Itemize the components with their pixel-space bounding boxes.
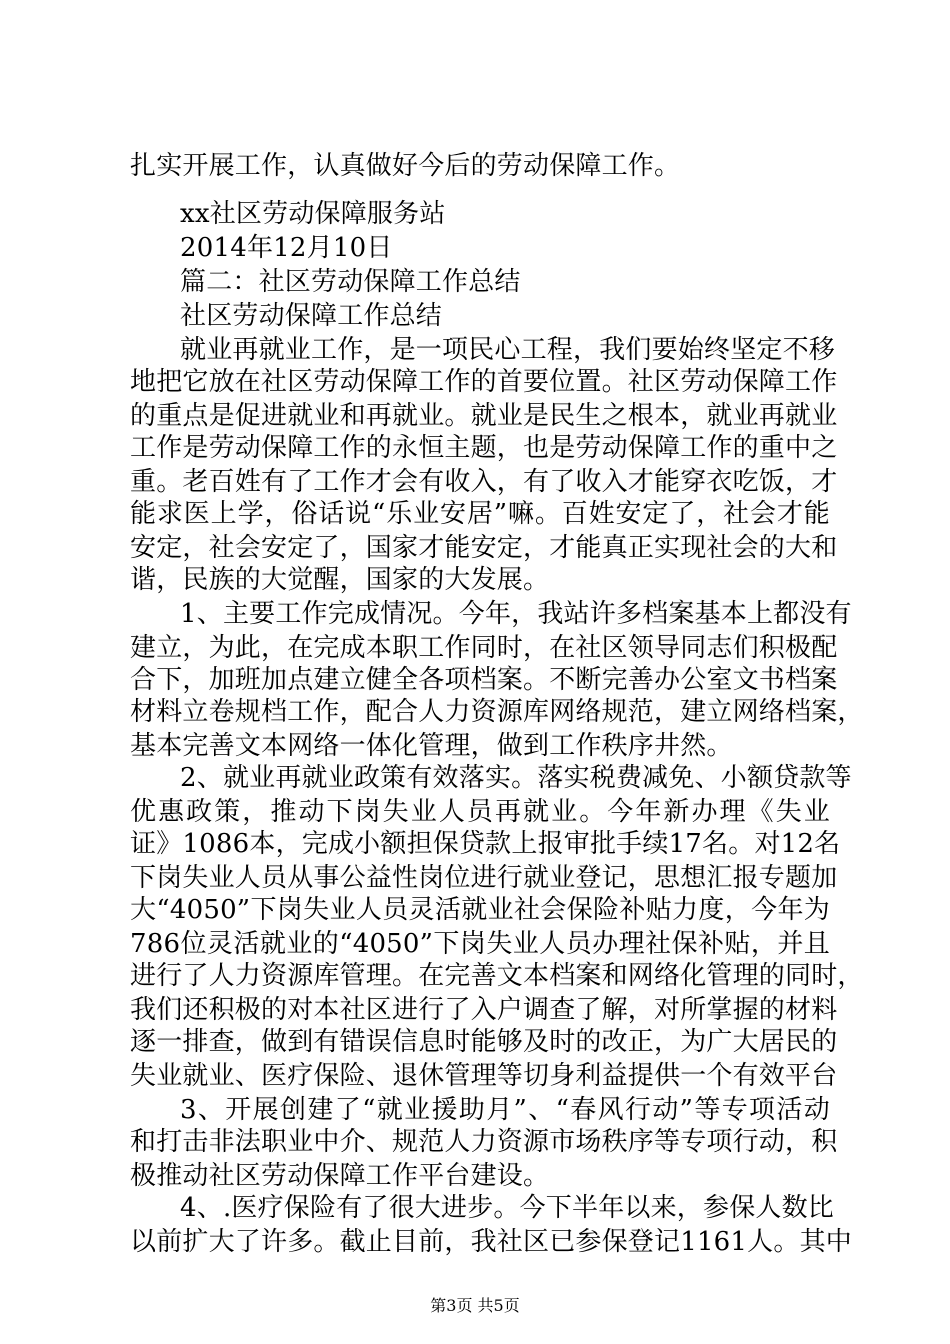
text-line: 786位灵活就业的“4050”下岗失业人员办理社保补贴，并且 bbox=[130, 929, 830, 959]
text-line: 进行了人力资源库管理。在完善文本档案和网络化管理的同时， bbox=[130, 961, 864, 991]
text-line: 1、主要工作完成情况。今年，我站许多档案基本上都没有 bbox=[180, 599, 852, 629]
text-line: 谐，民族的大觉醒，国家的大发展。 bbox=[130, 565, 550, 595]
text-line: 逐一排查，做到有错误信息时能够及时的改正，为广大居民的 bbox=[130, 1027, 838, 1057]
text-line: 篇二：社区劳动保障工作总结 bbox=[180, 267, 521, 297]
text-line: 4、.医疗保险有了很大进步。今下半年以来，参保人数比 bbox=[180, 1193, 835, 1223]
text-line: 下岗失业人员从事公益性岗位进行就业登记，思想汇报专题加 bbox=[130, 863, 838, 893]
text-line: 地把它放在社区劳动保障工作的首要位置。社区劳动保障工作 bbox=[130, 367, 838, 397]
text-line: 材料立卷规档工作，配合人力资源库网络规范，建立网络档案， bbox=[130, 697, 864, 727]
text-line: 2014年12月10日 bbox=[180, 233, 393, 263]
text-line: 合下，加班加点建立健全各项档案。不断完善办公室文书档案 bbox=[130, 665, 838, 695]
text-line: 基本完善文本网络一体化管理，做到工作秩序井然。 bbox=[130, 731, 733, 761]
text-line: 失业就业、医疗保险、退休管理等切身利益提供一个有效平台 bbox=[130, 1061, 838, 1091]
text-line: 建立，为此，在完成本职工作同时，在社区领导同志们积极配 bbox=[130, 633, 838, 663]
text-line: 能求医上学，俗话说“乐业安居”嘛。百姓安定了，社会才能 bbox=[130, 499, 830, 529]
text-line: 我们还积极的对本社区进行了入户调查了解，对所掌握的材料 bbox=[130, 995, 838, 1025]
page-footer: 第3页 共5页 bbox=[430, 1296, 520, 1315]
text-line: 极推动社区劳动保障工作平台建设。 bbox=[130, 1161, 550, 1191]
text-line: xx社区劳动保障服务站 bbox=[180, 199, 446, 229]
text-line: 安定，社会安定了，国家才能安定，才能真正实现社会的大和 bbox=[130, 533, 838, 563]
text-line: 以前扩大了许多。截止目前，我社区已参保登记1161人。其中 bbox=[130, 1227, 852, 1257]
text-line: 重。老百姓有了工作才会有收入，有了收入才能穿衣吃饭，才 bbox=[130, 467, 838, 497]
text-line: 2、就业再就业政策有效落实。落实税费减免、小额贷款等 bbox=[180, 763, 852, 793]
text-line: 3、开展创建了“就业援助月”、“春风行动”等专项活动 bbox=[180, 1095, 830, 1125]
text-line: 和打击非法职业中介、规范人力资源市场秩序等专项行动，积 bbox=[130, 1127, 838, 1157]
text-line: 工作是劳动保障工作的永恒主题，也是劳动保障工作的重中之 bbox=[130, 433, 838, 463]
text-line: 扎实开展工作，认真做好今后的劳动保障工作。 bbox=[130, 151, 681, 181]
text-line: 社区劳动保障工作总结 bbox=[180, 301, 443, 331]
text-line: 就业再就业工作，是一项民心工程，我们要始终坚定不移 bbox=[180, 335, 836, 365]
text-line: 大“4050”下岗失业人员灵活就业社会保险补贴力度，今年为 bbox=[130, 895, 830, 925]
text-line: 的重点是促进就业和再就业。就业是民生之根本，就业再就业 bbox=[130, 401, 838, 431]
text-line: 优惠政策，推动下岗失业人员再就业。今年新办理《失业 bbox=[130, 797, 830, 827]
text-line: 证》1086本，完成小额担保贷款上报审批手续17名。对12名 bbox=[130, 829, 841, 859]
